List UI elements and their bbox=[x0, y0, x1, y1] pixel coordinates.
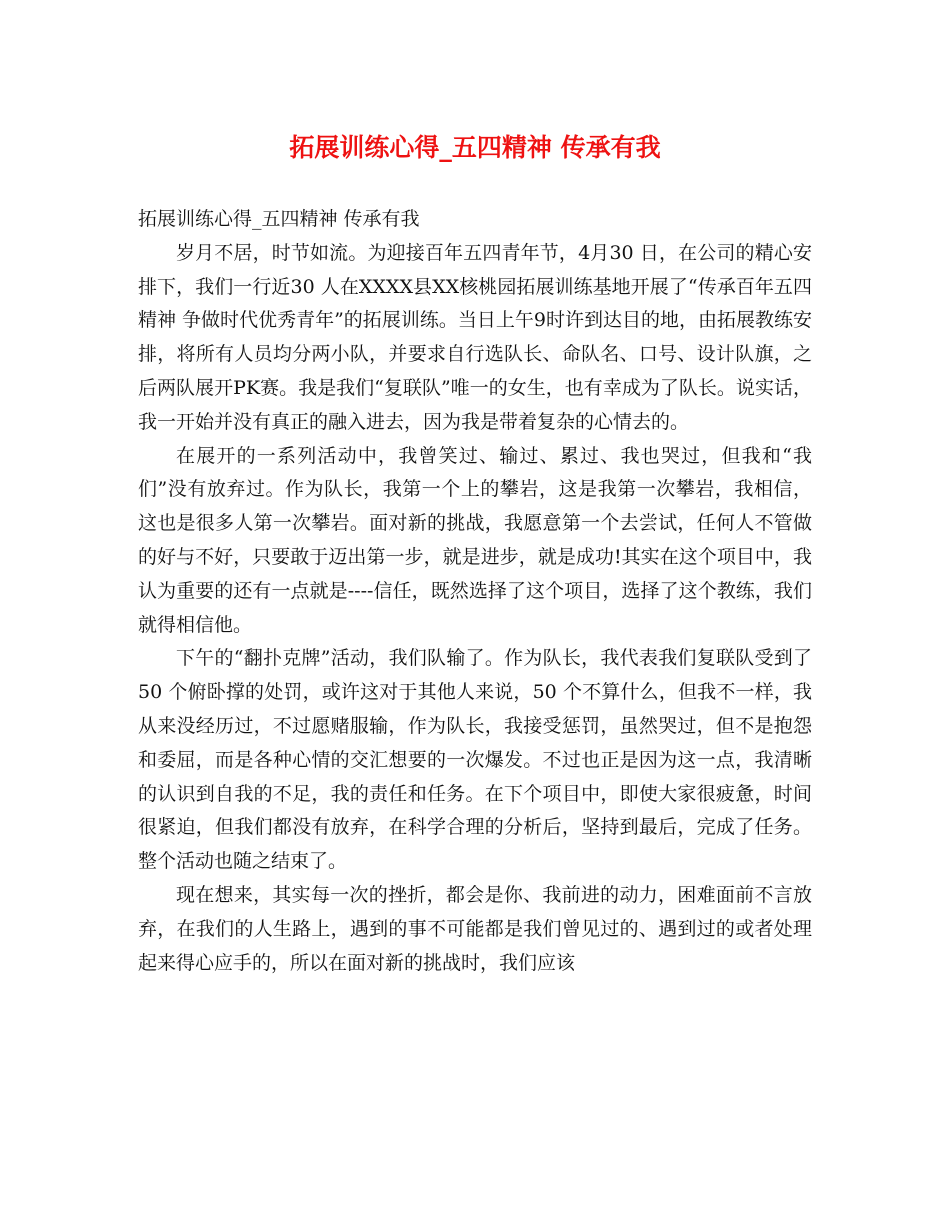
document-body bbox=[138, 203, 812, 980]
document-subtitle: 拓展训练心得_五四精神 传承有我 bbox=[138, 208, 420, 230]
paragraph: 在展开的一系列活动中，我曾笑过、输过、累过、我也哭过，但我和“我们”没有放弃过。作为队长，我第一个上的攀岩，这是我第一次攀岩，我相信，这也是很多人第一次攀岩。面对新的挑战，我愿意第一个去尝试，任何人不管做的好与不好，只要敢于迈出第一步，就是进步，就是成功!其实在这个项目中，我认为重要的还有一点就是----信任，既然选择了这个项目，选择了这个教练，我们就得相信他。 bbox=[138, 444, 812, 636]
document-title: 拓展训练心得_五四精神 传承有我 bbox=[289, 133, 661, 162]
paragraph: 岁月不居，时节如流。为迎接百年五四青年节，4月30 日，在公司的精心安排下，我们一行近30 人在XXXX县XX核桃园拓展训练基地开展了“传承百年五四精神 争做时代优秀青年”的拓展训练。当日上午9时许到达目的地，由拓展教练安排，将所有人员均分两小队，并要求自行选队长、命队名、口号、设计队旗，之后两队展开PK赛。我是我们“复联队”唯一的女生，也有幸成为了队长。说实话，我一开始并没有真正的融入进去，因为我是带着复杂的心情去的。 bbox=[138, 241, 812, 433]
paragraph: 现在想来，其实每一次的挫折，都会是你、我前进的动力，困难面前不言放弃，在我们的人生路上，遇到的事不可能都是我们曾见过的、遇到过的或者处理起来得心应手的，所以在面对新的挑战时，我们应该 bbox=[138, 883, 812, 974]
paragraph: 下午的“翻扑克牌”活动，我们队输了。作为队长，我代表我们复联队受到了50 个俯卧撑的处罚，或许这对于其他人来说，50 个不算什么，但我不一样，我从来没经历过，不过愿赌服输，作为队长，我接受惩罚，虽然哭过，但不是抱怨和委屈，而是各种心情的交汇想要的一次爆发。不过也正是因为这一点，我清晰的认识到自我的不足，我的责任和任务。在下个项目中，即使大家很疲惫，时间很紧迫，但我们都没有放弃，在科学合理的分析后，坚持到最后，完成了任务。整个活动也随之结束了。 bbox=[138, 647, 812, 873]
